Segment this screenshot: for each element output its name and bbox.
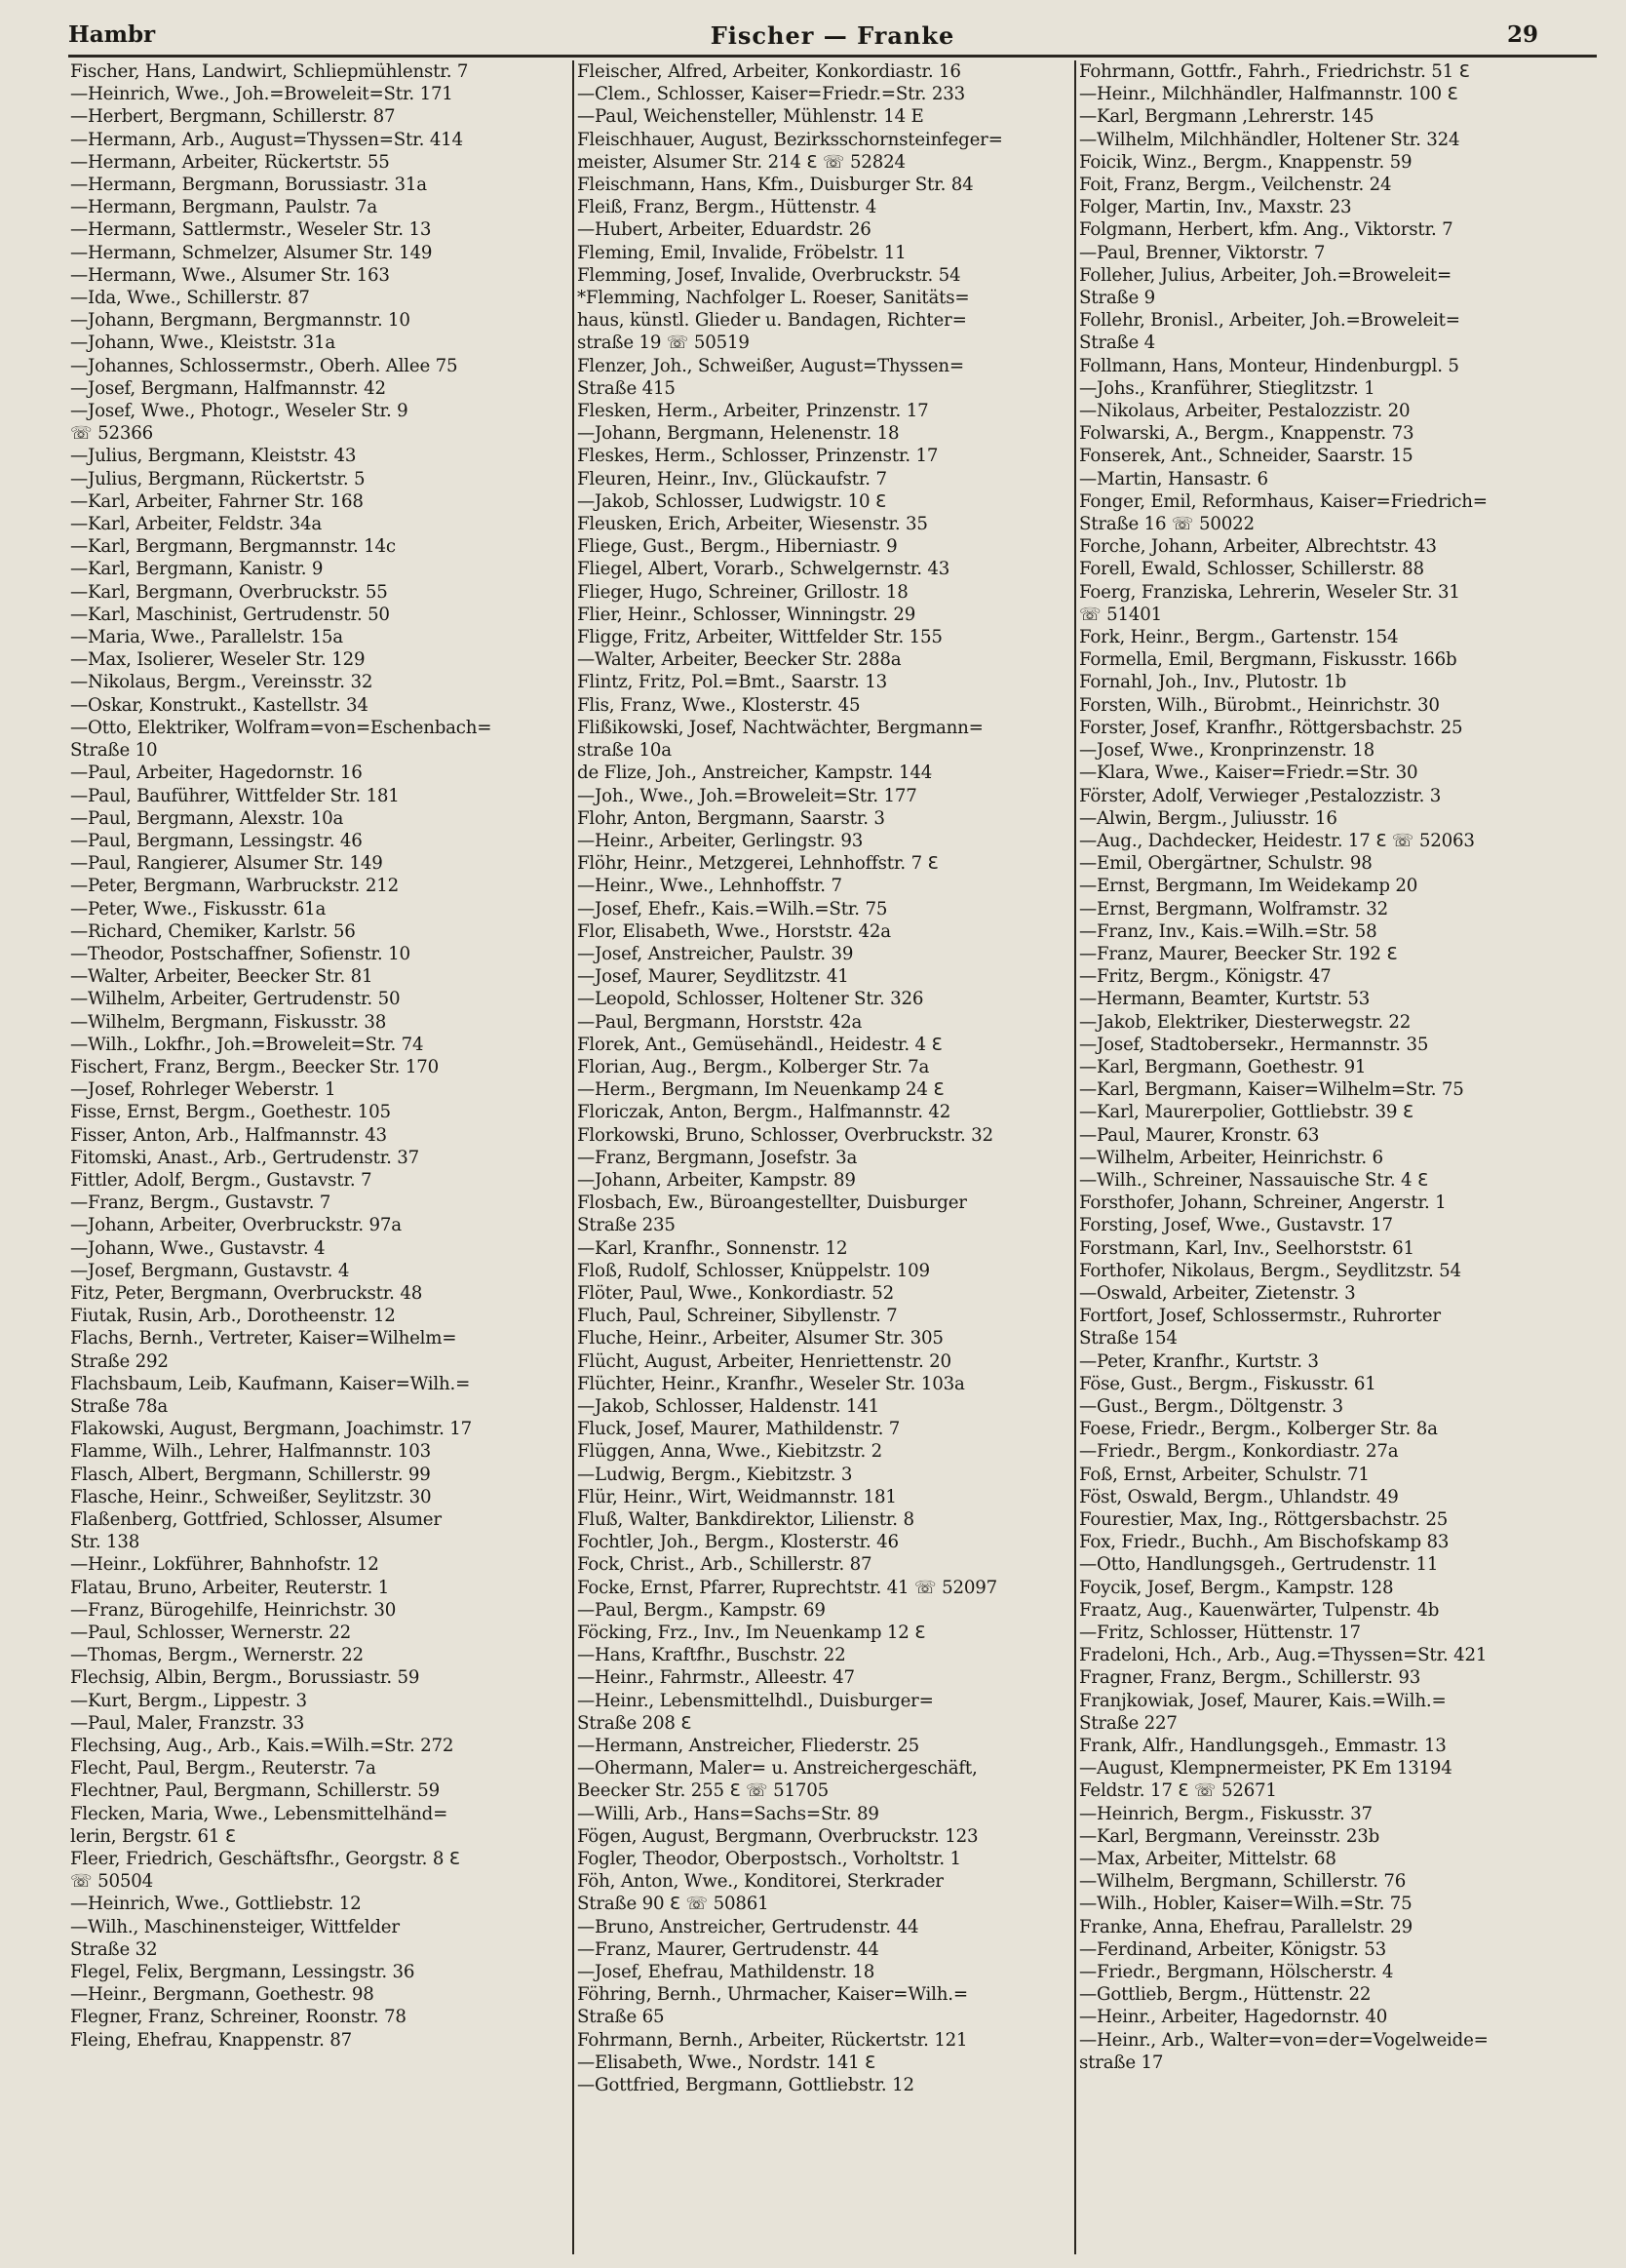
directory-entry: meister, Alsumer Str. 214 ℇ ☏ 52824 xyxy=(577,151,906,173)
directory-entry: —Johann, Wwe., Kleiststr. 31a xyxy=(70,332,336,354)
directory-entry: —Wilhelm, Arbeiter, Gertrudenstr. 50 xyxy=(70,989,401,1010)
directory-entry: Flachs, Bernh., Vertreter, Kaiser=Wilhelm= xyxy=(70,1328,457,1349)
directory-entry: —Josef, Anstreicher, Paulstr. 39 xyxy=(577,943,854,964)
directory-entry: —Fritz, Bergm., Königstr. 47 xyxy=(1079,966,1332,988)
directory-entry: Folger, Martin, Inv., Maxstr. 23 xyxy=(1079,197,1352,218)
directory-entry: —Ida, Wwe., Schillerstr. 87 xyxy=(70,288,310,309)
directory-entry: Fiutak, Rusin, Arb., Dorotheenstr. 12 xyxy=(70,1306,396,1327)
directory-entry: —Julius, Bergmann, Rückertstr. 5 xyxy=(70,468,366,489)
directory-entry: Forthofer, Nikolaus, Bergm., Seydlitzstr. 54 xyxy=(1079,1260,1461,1281)
directory-entry: Foycik, Josef, Bergm., Kampstr. 128 xyxy=(1079,1577,1394,1598)
directory-entry: Flüggen, Anna, Wwe., Kiebitzstr. 2 xyxy=(577,1441,882,1463)
directory-entry: Flüchter, Heinr., Kranfhr., Weseler Str. 103a xyxy=(577,1373,965,1394)
directory-entry: Fleusken, Erich, Arbeiter, Wiesenstr. 35 xyxy=(577,514,928,535)
directory-entry: —Karl, Kranfhr., Sonnenstr. 12 xyxy=(577,1237,848,1259)
directory-entry: —Wilh., Maschinensteiger, Wittfelder xyxy=(70,1916,400,1937)
directory-entry: Fleischmann, Hans, Kfm., Duisburger Str. 84 xyxy=(577,175,974,196)
directory-entry: *Flemming, Nachfolger L. Roeser, Sanitäts= xyxy=(577,288,970,309)
directory-entry: Fitomski, Anast., Arb., Gertrudenstr. 37 xyxy=(70,1147,420,1168)
directory-entry: ☏ 52366 xyxy=(70,423,153,445)
directory-entry: Flemming, Josef, Invalide, Overbruckstr. 54 xyxy=(577,264,961,286)
directory-entry: —Karl, Maurerpolier, Gottliebstr. 39 ℇ xyxy=(1079,1102,1413,1123)
directory-entry: —Paul, Weichensteller, Mühlenstr. 14 E xyxy=(577,106,924,128)
directory-entry: Straße 227 xyxy=(1079,1712,1178,1734)
directory-entry: —Peter, Wwe., Fiskusstr. 61a xyxy=(70,898,327,919)
directory-entry: Fögen, August, Bergmann, Overbruckstr. 123 xyxy=(577,1825,979,1847)
directory-entry: Flücht, August, Arbeiter, Henriettenstr. 20 xyxy=(577,1350,951,1372)
directory-entry: Straße 292 xyxy=(70,1350,169,1372)
directory-entry: —Hermann, Schmelzer, Alsumer Str. 149 xyxy=(70,242,433,263)
directory-entry: Fleischer, Alfred, Arbeiter, Konkordiastr. 16 xyxy=(577,61,961,82)
directory-entry: —Johann, Bergmann, Helenenstr. 18 xyxy=(577,423,900,445)
directory-entry: Flecht, Paul, Bergm., Reuterstr. 7a xyxy=(70,1758,376,1779)
directory-entry: haus, künstl. Glieder u. Bandagen, Richter= xyxy=(577,310,967,332)
directory-entry: —Karl, Bergmann, Overbruckstr. 55 xyxy=(70,581,388,603)
directory-entry: —Karl, Bergmann, Kaiser=Wilhelm=Str. 75 xyxy=(1079,1079,1464,1101)
directory-entry: Fogler, Theodor, Oberpostsch., Vorholtstr. 1 xyxy=(577,1849,961,1870)
directory-entry: Forster, Josef, Kranfhr., Röttgersbachstr. 25 xyxy=(1079,717,1463,738)
directory-entry: —Karl, Maschinist, Gertrudenstr. 50 xyxy=(70,604,390,625)
directory-entry: Beecker Str. 255 ℇ ☏ 51705 xyxy=(577,1780,829,1802)
directory-entry: —Karl, Bergmann, Vereinsstr. 23b xyxy=(1079,1825,1380,1847)
column-1 xyxy=(70,60,569,2254)
directory-entry: —Karl, Arbeiter, Feldstr. 34a xyxy=(70,514,323,535)
directory-entry: Flamme, Wilh., Lehrer, Halfmannstr. 103 xyxy=(70,1441,432,1463)
directory-entry: —Nikolaus, Arbeiter, Pestalozzistr. 20 xyxy=(1079,401,1411,422)
directory-entry: —Walter, Arbeiter, Beecker Str. 288a xyxy=(577,649,902,671)
directory-entry: —Heinr., Lebensmittelhdl., Duisburger= xyxy=(577,1690,934,1711)
page-number: 29 xyxy=(1506,21,1538,48)
directory-entry: —Johs., Kranführer, Stieglitzstr. 1 xyxy=(1079,377,1375,399)
directory-entry: —Kurt, Bergm., Lippestr. 3 xyxy=(70,1690,307,1711)
directory-entry: —Hermann, Wwe., Alsumer Str. 163 xyxy=(70,264,390,286)
directory-entry: Flißikowski, Josef, Nachtwächter, Bergmann= xyxy=(577,717,984,738)
directory-entry: Straße 208 ℇ xyxy=(577,1712,692,1734)
directory-entry: Straße 9 xyxy=(1079,288,1155,309)
directory-entry: —Josef, Ehefrau, Mathildenstr. 18 xyxy=(577,1962,875,1983)
directory-entry: Fox, Friedr., Buchh., Am Bischofskamp 83 xyxy=(1079,1532,1450,1553)
directory-entry: —Paul, Bergm., Kampstr. 69 xyxy=(577,1599,826,1621)
directory-entry: Straße 154 xyxy=(1079,1328,1178,1349)
directory-entry: —Josef, Maurer, Seydlitzstr. 41 xyxy=(577,966,849,988)
directory-entry: Straße 16 ☏ 50022 xyxy=(1079,514,1255,535)
directory-entry: —Paul, Bergmann, Alexstr. 10a xyxy=(70,807,344,829)
directory-entry: Flechtner, Paul, Bergmann, Schillerstr. 59 xyxy=(70,1780,440,1802)
directory-entry: Fonger, Emil, Reformhaus, Kaiser=Friedrich= xyxy=(1079,490,1488,512)
directory-entry: Fliegel, Albert, Vorarb., Schwelgernstr. 43 xyxy=(577,559,950,580)
directory-entry: Straße 90 ℇ ☏ 50861 xyxy=(577,1894,769,1915)
directory-columns xyxy=(70,60,1562,2254)
directory-entry: —Franz, Maurer, Beecker Str. 192 ℇ xyxy=(1079,943,1398,964)
directory-entry: —Ohermann, Maler= u. Anstreichergeschäft, xyxy=(577,1758,978,1779)
directory-entry: Flegner, Franz, Schreiner, Roonstr. 78 xyxy=(70,2007,406,2028)
directory-entry: —Hermann, Arbeiter, Rückertstr. 55 xyxy=(70,151,390,173)
directory-entry: —Peter, Kranfhr., Kurtstr. 3 xyxy=(1079,1350,1319,1372)
directory-entry: Fragner, Franz, Bergm., Schillerstr. 93 xyxy=(1079,1667,1421,1689)
directory-entry: Fligge, Fritz, Arbeiter, Wittfelder Str. 155 xyxy=(577,627,943,648)
directory-entry: Fliege, Gust., Bergm., Hiberniastr. 9 xyxy=(577,536,898,558)
directory-entry: Flecken, Maria, Wwe., Lebensmittelhänd= xyxy=(70,1803,448,1824)
directory-entry: ☏ 50504 xyxy=(70,1871,153,1893)
directory-entry: —Clem., Schlosser, Kaiser=Friedr.=Str. 233 xyxy=(577,84,965,105)
directory-entry: —Heinr., Fahrmstr., Alleestr. 47 xyxy=(577,1667,855,1689)
directory-entry: Forell, Ewald, Schlosser, Schillerstr. 88 xyxy=(1079,559,1424,580)
directory-entry: —Johannes, Schlossermstr., Oberh. Allee 75 xyxy=(70,355,458,376)
directory-entry: Fitz, Peter, Bergmann, Overbruckstr. 48 xyxy=(70,1282,423,1304)
header-city: Hambr xyxy=(68,21,156,48)
directory-entry: —Leopold, Schlosser, Holtener Str. 326 xyxy=(577,989,924,1010)
directory-entry: Flakowski, August, Bergmann, Joachimstr. 17 xyxy=(70,1419,472,1440)
directory-entry: —Johann, Arbeiter, Overbruckstr. 97a xyxy=(70,1215,402,1236)
directory-entry: Florkowski, Bruno, Schlosser, Overbruckstr. 32 xyxy=(577,1124,993,1146)
directory-entry: —Max, Arbeiter, Mittelstr. 68 xyxy=(1079,1849,1336,1870)
column-2 xyxy=(572,60,1076,2254)
directory-entry: —Paul, Maurer, Kronstr. 63 xyxy=(1079,1124,1320,1146)
directory-entry: —Gottlieb, Bergm., Hüttenstr. 22 xyxy=(1079,1984,1372,2006)
directory-entry: —Wilh., Schreiner, Nassauische Str. 4 ℇ xyxy=(1079,1169,1428,1191)
directory-entry: Flier, Heinr., Schlosser, Winningstr. 29 xyxy=(577,604,916,625)
directory-entry: —Heinr., Wwe., Lehnhoffstr. 7 xyxy=(577,876,842,897)
directory-entry: Straße 235 xyxy=(577,1215,676,1236)
directory-entry: —Ludwig, Bergm., Kiebitzstr. 3 xyxy=(577,1464,853,1485)
header-name-range: Fischer — Franke xyxy=(710,21,955,50)
directory-entry: Flasch, Albert, Bergmann, Schillerstr. 99 xyxy=(70,1464,431,1485)
directory-entry: Fluck, Josef, Maurer, Mathildenstr. 7 xyxy=(577,1419,901,1440)
directory-entry: Fradeloni, Hch., Arb., Aug.=Thyssen=Str. 421 xyxy=(1079,1645,1488,1666)
directory-entry: —Johann, Wwe., Gustavstr. 4 xyxy=(70,1237,326,1259)
directory-entry: —Joh., Wwe., Joh.=Broweleit=Str. 177 xyxy=(577,785,917,806)
directory-entry: —Heinrich, Bergm., Fiskusstr. 37 xyxy=(1079,1803,1373,1824)
directory-entry: Flintz, Fritz, Pol.=Bmt., Saarstr. 13 xyxy=(577,672,888,693)
directory-entry: Flaßenberg, Gottfried, Schlosser, Alsumer xyxy=(70,1509,442,1530)
directory-entry: —Jakob, Schlosser, Haldenstr. 141 xyxy=(577,1395,879,1417)
directory-entry: —Karl, Bergmann, Kanistr. 9 xyxy=(70,559,324,580)
directory-entry: Flesken, Herm., Arbeiter, Prinzenstr. 17 xyxy=(577,401,929,422)
directory-entry: —Hermann, Bergmann, Paulstr. 7a xyxy=(70,197,378,218)
directory-entry: Folwarski, A., Bergm., Knappenstr. 73 xyxy=(1079,423,1414,445)
directory-entry: Foit, Franz, Bergm., Veilchenstr. 24 xyxy=(1079,175,1392,196)
directory-entry: —Gust., Bergm., Döltgenstr. 3 xyxy=(1079,1395,1343,1417)
directory-entry: Str. 138 xyxy=(70,1532,140,1553)
directory-entry: —Heinr., Arbeiter, Hagedornstr. 40 xyxy=(1079,2007,1388,2028)
directory-entry: Föhring, Bernh., Uhrmacher, Kaiser=Wilh.= xyxy=(577,1984,968,2006)
directory-entry: Franjkowiak, Josef, Maurer, Kais.=Wilh.= xyxy=(1079,1690,1447,1711)
directory-entry: Fleiß, Franz, Bergm., Hüttenstr. 4 xyxy=(577,197,877,218)
directory-entry: Fluche, Heinr., Arbeiter, Alsumer Str. 305 xyxy=(577,1328,944,1349)
directory-entry: —Wilhelm, Bergmann, Schillerstr. 76 xyxy=(1079,1871,1407,1893)
directory-entry: Fohrmann, Gottfr., Fahrh., Friedrichstr. 51 ℇ xyxy=(1079,61,1470,82)
directory-entry: —Josef, Wwe., Kronprinzenstr. 18 xyxy=(1079,740,1375,762)
directory-entry: —Martin, Hansastr. 6 xyxy=(1079,468,1268,489)
directory-entry: —Paul, Schlosser, Wernerstr. 22 xyxy=(70,1623,352,1644)
directory-entry: —August, Klempnermeister, PK Em 13194 xyxy=(1079,1758,1452,1779)
directory-entry: —Heinr., Bergmann, Goethestr. 98 xyxy=(70,1984,374,2006)
directory-entry: —Josef, Rohrleger Weberstr. 1 xyxy=(70,1079,336,1101)
directory-entry: Forsthofer, Johann, Schreiner, Angerstr. 1 xyxy=(1079,1193,1447,1214)
directory-entry: Follmann, Hans, Monteur, Hindenburgpl. 5 xyxy=(1079,355,1459,376)
directory-entry: —Franz, Bürogehilfe, Heinrichstr. 30 xyxy=(70,1599,397,1621)
directory-entry: —Paul, Brenner, Viktorstr. 7 xyxy=(1079,242,1326,263)
directory-entry: —Herm., Bergmann, Im Neuenkamp 24 ℇ xyxy=(577,1079,945,1101)
directory-entry: Fornahl, Joh., Inv., Plutostr. 1b xyxy=(1079,672,1347,693)
directory-entry: Fleischhauer, August, Bezirksschornsteinfeger= xyxy=(577,129,1003,150)
directory-entry: Fock, Christ., Arb., Schillerstr. 87 xyxy=(577,1554,872,1576)
directory-entry: Straße 10 xyxy=(70,740,158,762)
directory-entry: Föst, Oswald, Bergm., Uhlandstr. 49 xyxy=(1079,1486,1399,1507)
directory-entry: Flieger, Hugo, Schreiner, Grillostr. 18 xyxy=(577,581,909,603)
directory-entry: Fonserek, Ant., Schneider, Saarstr. 15 xyxy=(1079,446,1413,467)
directory-entry: Föse, Gust., Bergm., Fiskusstr. 61 xyxy=(1079,1373,1376,1394)
directory-entry: Straße 78a xyxy=(70,1395,168,1417)
directory-entry: —Julius, Bergmann, Kleiststr. 43 xyxy=(70,446,357,467)
directory-entry: —Hermann, Anstreicher, Fliederstr. 25 xyxy=(577,1736,920,1757)
directory-entry: Fluß, Walter, Bankdirektor, Lilienstr. 8 xyxy=(577,1509,914,1530)
directory-entry: —Paul, Bauführer, Wittfelder Str. 181 xyxy=(70,785,400,806)
directory-entry: Foicik, Winz., Bergm., Knappenstr. 59 xyxy=(1079,151,1413,173)
directory-entry: Föh, Anton, Wwe., Konditorei, Sterkrader xyxy=(577,1871,944,1893)
directory-entry: Follehr, Bronisl., Arbeiter, Joh.=Broweleit= xyxy=(1079,310,1460,332)
directory-entry: Fleer, Friedrich, Geschäftsfhr., Georgstr. 8 ℇ xyxy=(70,1849,460,1870)
directory-entry: Flatau, Bruno, Arbeiter, Reuterstr. 1 xyxy=(70,1577,390,1598)
directory-entry: —Peter, Bergmann, Warbruckstr. 212 xyxy=(70,876,399,897)
directory-entry: Flasche, Heinr., Schweißer, Seylitzstr. 30 xyxy=(70,1486,432,1507)
directory-entry: —Heinr., Milchhändler, Halfmannstr. 100 ℇ xyxy=(1079,84,1458,105)
directory-entry: —Otto, Elektriker, Wolfram=von=Eschenbach= xyxy=(70,717,492,738)
directory-entry: —Johann, Bergmann, Bergmannstr. 10 xyxy=(70,310,410,332)
directory-entry: —Paul, Maler, Franzstr. 33 xyxy=(70,1712,305,1734)
directory-entry: Flegel, Felix, Bergmann, Lessingstr. 36 xyxy=(70,1962,415,1983)
directory-entry: Fochtler, Joh., Bergm., Klosterstr. 46 xyxy=(577,1532,899,1553)
directory-entry: straße 10a xyxy=(577,740,672,762)
directory-entry: Fittler, Adolf, Bergm., Gustavstr. 7 xyxy=(70,1169,372,1191)
directory-entry: —Wilh., Hobler, Kaiser=Wilh.=Str. 75 xyxy=(1079,1894,1413,1915)
directory-entry: —Hubert, Arbeiter, Eduardstr. 26 xyxy=(577,219,871,241)
directory-entry: Straße 415 xyxy=(577,377,676,399)
directory-entry: Flis, Franz, Wwe., Klosterstr. 45 xyxy=(577,694,861,716)
directory-entry: —Otto, Handlungsgeh., Gertrudenstr. 11 xyxy=(1079,1554,1439,1576)
directory-entry: —Wilhelm, Arbeiter, Heinrichstr. 6 xyxy=(1079,1147,1383,1168)
directory-entry: Fork, Heinr., Bergm., Gartenstr. 154 xyxy=(1079,627,1399,648)
directory-entry: —Karl, Bergmann, Bergmannstr. 14c xyxy=(70,536,396,558)
directory-entry: —Ernst, Bergmann, Wolframstr. 32 xyxy=(1079,898,1389,919)
directory-entry: —Hermann, Sattlermstr., Weseler Str. 13 xyxy=(70,219,432,241)
directory-entry: —Heinrich, Wwe., Gottliebstr. 12 xyxy=(70,1894,362,1915)
directory-entry: Fleing, Ehefrau, Knappenstr. 87 xyxy=(70,2029,352,2051)
directory-entry: —Emil, Obergärtner, Schulstr. 98 xyxy=(1079,853,1373,875)
directory-entry: —Karl, Bergmann ,Lehrerstr. 145 xyxy=(1079,106,1374,128)
directory-entry: —Wilh., Lokfhr., Joh.=Broweleit=Str. 74 xyxy=(70,1034,424,1055)
directory-entry: —Josef, Ehefr., Kais.=Wilh.=Str. 75 xyxy=(577,898,888,919)
directory-entry: Straße 65 xyxy=(577,2007,665,2028)
directory-entry: ☏ 51401 xyxy=(1079,604,1162,625)
directory-entry: Flor, Elisabeth, Wwe., Horststr. 42a xyxy=(577,920,891,942)
directory-entry: Flöhr, Heinr., Metzgerei, Lehnhoffstr. 7 ℇ xyxy=(577,853,939,875)
directory-entry: —Ferdinand, Arbeiter, Königstr. 53 xyxy=(1079,1938,1387,1960)
directory-entry: —Bruno, Anstreicher, Gertrudenstr. 44 xyxy=(577,1916,919,1937)
directory-entry: —Herbert, Bergmann, Schillerstr. 87 xyxy=(70,106,396,128)
directory-entry: —Franz, Bergm., Gustavstr. 7 xyxy=(70,1193,331,1214)
directory-entry: Forche, Johann, Arbeiter, Albrechtstr. 43 xyxy=(1079,536,1437,558)
directory-entry: Straße 4 xyxy=(1079,332,1155,354)
directory-entry: Fleskes, Herm., Schlosser, Prinzenstr. 17 xyxy=(577,446,939,467)
directory-entry: —Josef, Wwe., Photogr., Weseler Str. 9 xyxy=(70,401,408,422)
directory-entry: —Theodor, Postschaffner, Sofienstr. 10 xyxy=(70,943,410,964)
directory-entry: straße 19 ☏ 50519 xyxy=(577,332,750,354)
directory-entry: —Hermann, Arb., August=Thyssen=Str. 414 xyxy=(70,129,463,150)
directory-entry: Föcking, Frz., Inv., Im Neuenkamp 12 ℇ xyxy=(577,1623,926,1644)
directory-entry: lerin, Bergstr. 61 ℇ xyxy=(70,1825,236,1847)
directory-entry: Formella, Emil, Bergmann, Fiskusstr. 166b xyxy=(1079,649,1457,671)
directory-entry: —Oskar, Konstrukt., Kastellstr. 34 xyxy=(70,694,368,716)
directory-entry: —Maria, Wwe., Parallelstr. 15a xyxy=(70,627,343,648)
directory-entry: Fleuren, Heinr., Inv., Glückaufstr. 7 xyxy=(577,468,887,489)
directory-entry: Fisser, Anton, Arb., Halfmannstr. 43 xyxy=(70,1124,387,1146)
directory-entry: —Johann, Arbeiter, Kampstr. 89 xyxy=(577,1169,856,1191)
directory-entry: —Richard, Chemiker, Karlstr. 56 xyxy=(70,920,356,942)
directory-entry: Folleher, Julius, Arbeiter, Joh.=Broweleit= xyxy=(1079,264,1452,286)
directory-entry: Flohr, Anton, Bergmann, Saarstr. 3 xyxy=(577,807,885,829)
directory-entry: —Franz, Maurer, Gertrudenstr. 44 xyxy=(577,1938,879,1960)
directory-entry: Foese, Friedr., Bergm., Kolberger Str. 8a xyxy=(1079,1419,1438,1440)
directory-entry: —Jakob, Elektriker, Diesterwegstr. 22 xyxy=(1079,1011,1412,1033)
directory-entry: —Heinr., Arbeiter, Gerlingstr. 93 xyxy=(577,830,864,851)
directory-entry: Forstmann, Karl, Inv., Seelhorststr. 61 xyxy=(1079,1237,1414,1259)
directory-entry: Flür, Heinr., Wirt, Weidmannstr. 181 xyxy=(577,1486,897,1507)
directory-entry: —Friedr., Bergmann, Hölscherstr. 4 xyxy=(1079,1962,1394,1983)
directory-entry: Fisse, Ernst, Bergm., Goethestr. 105 xyxy=(70,1102,391,1123)
directory-entry: —Aug., Dachdecker, Heidestr. 17 ℇ ☏ 52063 xyxy=(1079,830,1475,851)
directory-entry: Florek, Ant., Gemüsehändl., Heidestr. 4 ℇ xyxy=(577,1034,943,1055)
directory-entry: Flöter, Paul, Wwe., Konkordiastr. 52 xyxy=(577,1282,895,1304)
directory-entry: Flechsing, Aug., Arb., Kais.=Wilh.=Str. 272 xyxy=(70,1736,454,1757)
directory-entry: Frank, Alfr., Handlungsgeh., Emmastr. 13 xyxy=(1079,1736,1447,1757)
directory-entry: Forsting, Josef, Wwe., Gustavstr. 17 xyxy=(1079,1215,1393,1236)
directory-entry: Forsten, Wilh., Bürobmt., Heinrichstr. 30 xyxy=(1079,694,1440,716)
directory-entry: Floriczak, Anton, Bergm., Halfmannstr. 42 xyxy=(577,1102,951,1123)
directory-entry: Foerg, Franziska, Lehrerin, Weseler Str. 31 xyxy=(1079,581,1460,603)
directory-entry: Florian, Aug., Bergm., Kolberger Str. 7a xyxy=(577,1056,930,1077)
directory-entry: —Fritz, Schlosser, Hüttenstr. 17 xyxy=(1079,1623,1361,1644)
directory-entry: —Ernst, Bergmann, Im Weidekamp 20 xyxy=(1079,876,1418,897)
directory-entry: —Hermann, Bergmann, Borussiastr. 31a xyxy=(70,175,427,196)
directory-entry: Feldstr. 17 ℇ ☏ 52671 xyxy=(1079,1780,1277,1802)
directory-entry: —Wilhelm, Milchhändler, Holtener Str. 324 xyxy=(1079,129,1460,150)
directory-entry: —Hans, Kraftfhr., Buschstr. 22 xyxy=(577,1645,846,1666)
directory-entry: Fischert, Franz, Bergm., Beecker Str. 170 xyxy=(70,1056,439,1077)
directory-entry: —Elisabeth, Wwe., Nordstr. 141 ℇ xyxy=(577,2052,876,2073)
directory-entry: de Flize, Joh., Anstreicher, Kampstr. 144 xyxy=(577,763,933,784)
directory-entry: —Franz, Bergmann, Josefstr. 3a xyxy=(577,1147,858,1168)
directory-entry: —Klara, Wwe., Kaiser=Friedr.=Str. 30 xyxy=(1079,763,1418,784)
column-3 xyxy=(1074,60,1578,2254)
directory-entry: —Willi, Arb., Hans=Sachs=Str. 89 xyxy=(577,1803,879,1824)
directory-entry: Floß, Rudolf, Schlosser, Knüppelstr. 109 xyxy=(577,1260,930,1281)
directory-entry: Fourestier, Max, Ing., Röttgersbachstr. 25 xyxy=(1079,1509,1449,1530)
directory-entry: —Nikolaus, Bergm., Vereinsstr. 32 xyxy=(70,672,373,693)
directory-entry: —Heinrich, Wwe., Joh.=Broweleit=Str. 171 xyxy=(70,84,453,105)
directory-entry: Förster, Adolf, Verwieger ,Pestalozzistr. 3 xyxy=(1079,785,1442,806)
directory-entry: Fraatz, Aug., Kauenwärter, Tulpenstr. 4b xyxy=(1079,1599,1440,1621)
directory-entry: straße 17 xyxy=(1079,2052,1164,2073)
directory-entry: —Paul, Bergmann, Horststr. 42a xyxy=(577,1011,863,1033)
directory-entry: Franke, Anna, Ehefrau, Parallelstr. 29 xyxy=(1079,1916,1413,1937)
directory-entry: —Franz, Inv., Kais.=Wilh.=Str. 58 xyxy=(1079,920,1377,942)
directory-entry: Fohrmann, Bernh., Arbeiter, Rückertstr. 121 xyxy=(577,2029,968,2051)
directory-entry: Straße 32 xyxy=(70,1938,158,1960)
directory-entry: —Heinr., Arb., Walter=von=der=Vogelweide= xyxy=(1079,2029,1489,2051)
directory-entry: —Paul, Rangierer, Alsumer Str. 149 xyxy=(70,853,383,875)
directory-entry: Fluch, Paul, Schreiner, Sibyllenstr. 7 xyxy=(577,1306,898,1327)
page-header xyxy=(68,21,1597,58)
directory-entry: Flechsig, Albin, Bergm., Borussiastr. 59 xyxy=(70,1667,420,1689)
directory-entry: —Hermann, Beamter, Kurtstr. 53 xyxy=(1079,989,1371,1010)
directory-entry: —Josef, Bergmann, Halfmannstr. 42 xyxy=(70,377,386,399)
directory-entry: —Karl, Arbeiter, Fahrner Str. 168 xyxy=(70,490,364,512)
directory-entry: Flenzer, Joh., Schweißer, August=Thyssen= xyxy=(577,355,964,376)
directory-entry: Fischer, Hans, Landwirt, Schliepmühlenstr. 7 xyxy=(70,61,469,82)
directory-entry: —Heinr., Lokführer, Bahnhofstr. 12 xyxy=(70,1554,379,1576)
directory-entry: —Thomas, Bergm., Wernerstr. 22 xyxy=(70,1645,364,1666)
directory-entry: Flosbach, Ew., Büroangestellter, Duisburger xyxy=(577,1193,967,1214)
directory-entry: —Max, Isolierer, Weseler Str. 129 xyxy=(70,649,366,671)
directory-entry: —Alwin, Bergm., Juliusstr. 16 xyxy=(1079,807,1337,829)
directory-entry: —Walter, Arbeiter, Beecker Str. 81 xyxy=(70,966,373,988)
directory-entry: —Wilhelm, Bergmann, Fiskusstr. 38 xyxy=(70,1011,387,1033)
directory-entry: Foß, Ernst, Arbeiter, Schulstr. 71 xyxy=(1079,1464,1370,1485)
directory-entry: Flachsbaum, Leib, Kaufmann, Kaiser=Wilh.= xyxy=(70,1373,471,1394)
directory-entry: —Josef, Stadtobersekr., Hermannstr. 35 xyxy=(1079,1034,1429,1055)
directory-entry: Focke, Ernst, Pfarrer, Ruprechtstr. 41 ☏ 52097 xyxy=(577,1577,997,1598)
directory-entry: Fortfort, Josef, Schlossermstr., Ruhrorter xyxy=(1079,1306,1441,1327)
directory-entry: —Paul, Arbeiter, Hagedornstr. 16 xyxy=(70,763,363,784)
directory-entry: —Jakob, Schlosser, Ludwigstr. 10 ℇ xyxy=(577,490,886,512)
directory-entry: —Josef, Bergmann, Gustavstr. 4 xyxy=(70,1260,350,1281)
directory-entry: Fleming, Emil, Invalide, Fröbelstr. 11 xyxy=(577,242,907,263)
directory-entry: —Karl, Bergmann, Goethestr. 91 xyxy=(1079,1056,1367,1077)
directory-entry: —Oswald, Arbeiter, Zietenstr. 3 xyxy=(1079,1282,1356,1304)
directory-entry: —Paul, Bergmann, Lessingstr. 46 xyxy=(70,830,363,851)
directory-entry: Folgmann, Herbert, kfm. Ang., Viktorstr. 7 xyxy=(1079,219,1453,241)
directory-entry: —Gottfried, Bergmann, Gottliebstr. 12 xyxy=(577,2075,914,2096)
directory-entry: —Friedr., Bergm., Konkordiastr. 27a xyxy=(1079,1441,1399,1463)
